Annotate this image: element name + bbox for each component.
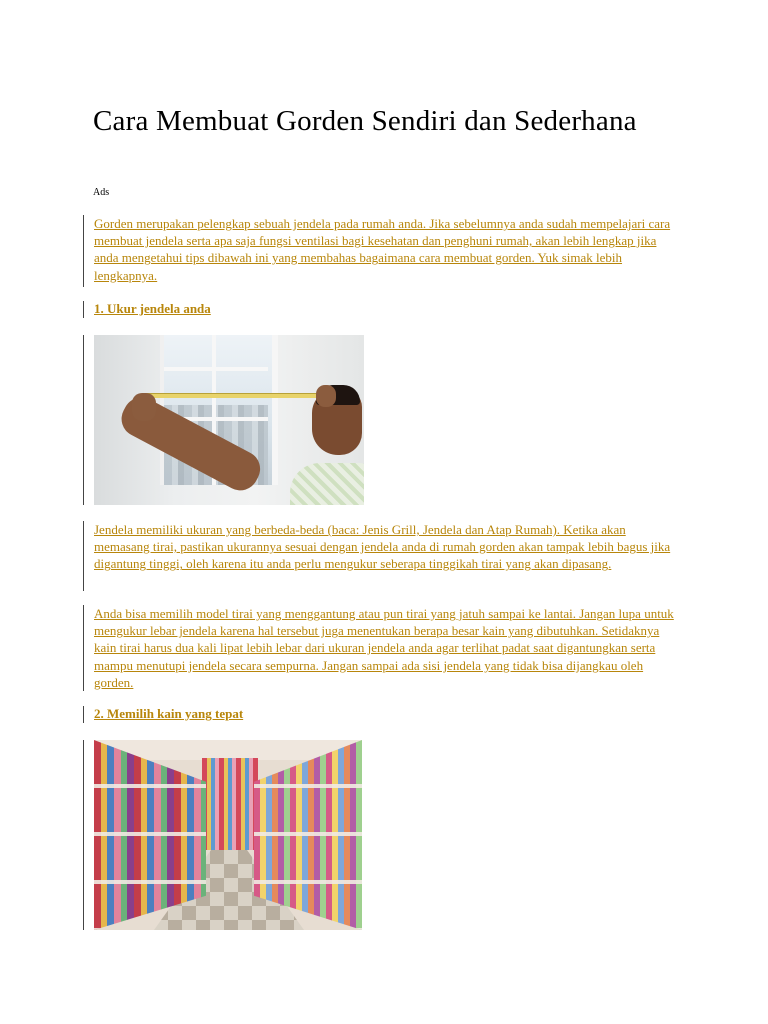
intro-paragraph[interactable]: Gorden merupakan pelengkap sebuah jendela pada rumah anda. Jika sebelumnya anda sudah mempelajari cara membuat jendela serta apa saja fungsi ventilasi bagi kesehatan dan penghuni rumah, akan lebih lengkap jika anda mengetahui tips dibawah ini yang membahas bagaimana cara membuat gorden. Yuk simak lebih lengkapnya. (94, 216, 671, 283)
section-1-paragraph-1[interactable]: Jendela memiliki ukuran yang berbeda-beda (baca: Jenis Grill, Jendela dan Atap Rumah). Ketika akan memasang tirai, pastikan ukurannya sesuai dengan jendela anda di rumah gorden akan tampak lebih bagus jika digantung tinggi, oleh karena itu anda perlu mengukur seberapa tinggikah tirai yang akan dipasang. (94, 522, 671, 572)
intro-block (83, 215, 684, 287)
section-1-heading-block (83, 301, 684, 318)
section-1-paragraph-1-block (83, 521, 684, 591)
section-2-image-block (83, 740, 684, 930)
section-1-paragraph-2[interactable]: Anda bisa memilih model tirai yang menggantung atau pun tirai yang jatuh sampai ke lantai. Jangan lupa untuk mengukur lebar jendela karena hal tersebut juga menentukan berapa besar kain yang dibutuhkan. Setidaknya kain tirai harus dua kali lipat lebih lebar dari ukuran jendela anda agar terlihat padat saat digantungkan serta mampu menutupi jendela secara sempurna. Jangan sampai ada sisi jendela yang tidak bisa dijangkau oleh gorden. (94, 606, 674, 690)
section-1-heading[interactable]: 1. Ukur jendela anda (94, 301, 211, 316)
section-2-heading[interactable]: 2. Memilih kain yang tepat (94, 706, 244, 721)
section-1-image-block (83, 335, 684, 505)
measuring-window-photo (94, 335, 364, 505)
article-title: Cara Membuat Gorden Sendiri dan Sederhana (93, 105, 637, 137)
section-2-heading-block (83, 706, 684, 723)
fabric-store-photo (94, 740, 362, 930)
ads-label: Ads (93, 187, 110, 198)
section-1-paragraph-2-block (83, 605, 684, 691)
